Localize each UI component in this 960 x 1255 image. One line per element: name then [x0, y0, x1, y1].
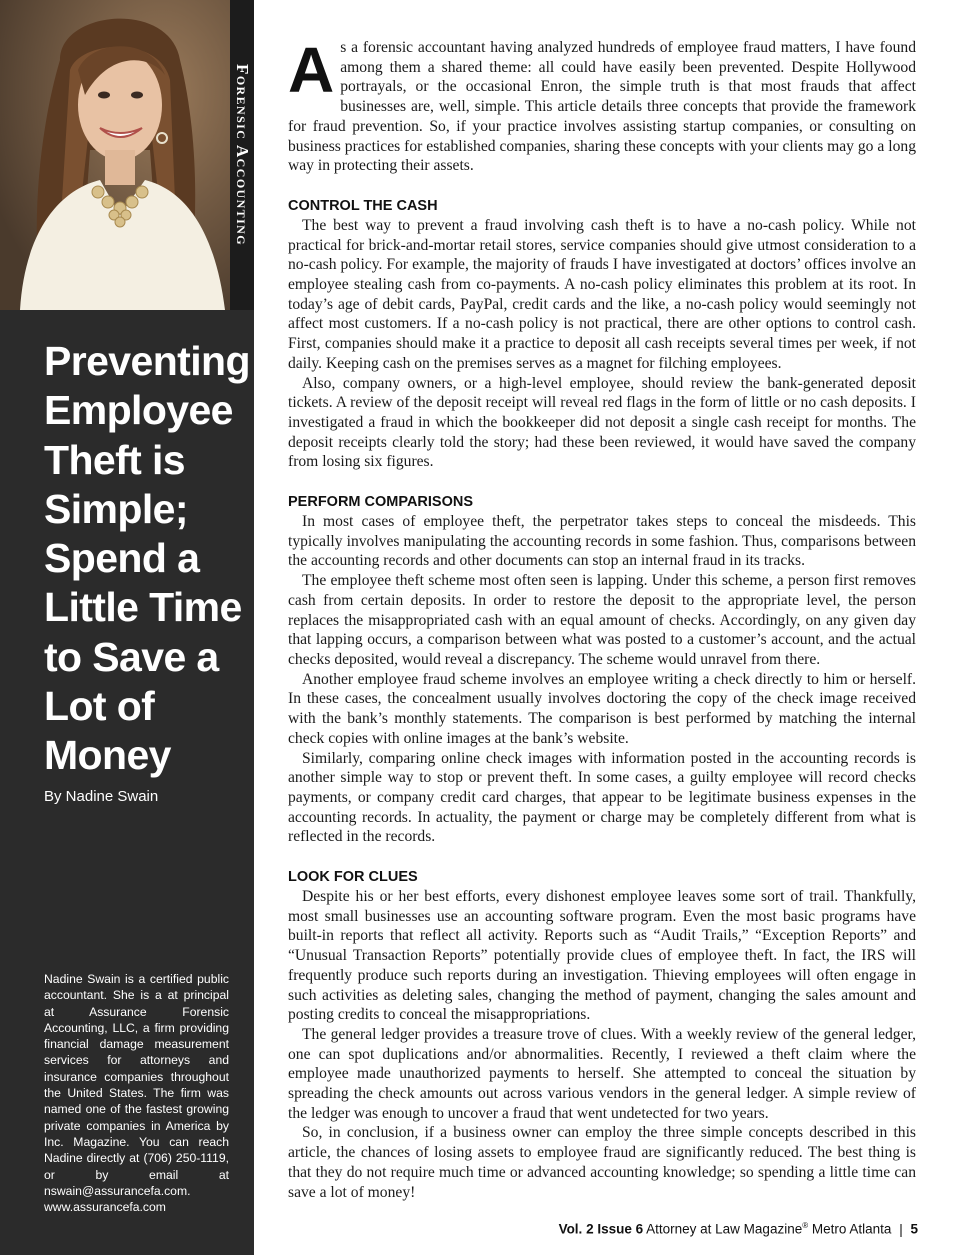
- registered-mark: ®: [802, 1221, 809, 1230]
- page-number: 5: [910, 1221, 918, 1237]
- intro-paragraph: [288, 34, 916, 176]
- section-heading: PERFORM COMPARISONS: [288, 494, 474, 511]
- paragraph: In most cases of employee theft, the perpetrator takes steps to conceal the misdeeds. This typically involves manipulating the accounting records in some fashion. Thus, comparisons between the accounting records and other documents can stop an internal fraud in its tracks.: [288, 513, 916, 570]
- paragraph: The general ledger provides a treasure trove of clues. With a weekly review of the general ledger, one can spot duplications and/or abnormalities. Recently, I reviewed a theft claim where the employee made unauthorized payments to herself. She attempted to conceal the situation by spreading the check amounts out across various vendors in the general ledger. A simple review of the ledger was enough to uncover a fraud that went undetected for two years.: [288, 1025, 916, 1122]
- paragraph: The employee theft scheme most often seen is lapping. Under this scheme, a person first removes cash from certain deposits. In order to restore the deposit to the appropriate level, the person replaces the misappropriated cash with an equal amount of checks. Accordingly, on any given day that lapping occurs, a comparison between what was posted to a customer’s account, and the actual checks deposited, would reveal a discrepancy. The scheme would unravel from there.: [288, 572, 916, 668]
- edition-name: Metro Atlanta: [811, 1221, 892, 1237]
- magazine-name: Attorney at Law Magazine: [646, 1221, 803, 1237]
- drop-cap: A: [288, 34, 335, 106]
- paragraph: Another employee fraud scheme involves an employee writing a check directly to him or herself. In these cases, the concealment usually involves doctoring the copy of the check image received with the bank’s monthly statements. The comparison is best performed by matching the internal check copies with online images at the bank’s website.: [288, 670, 916, 747]
- author-byline: By Nadine Swain: [44, 788, 159, 805]
- intro-text: s a forensic accountant having analyzed hundreds of employee fraud matters, I have found among them a shared theme: all could have easily been prevented. Despite Hollywood portrayals, or the occasional Enron, the simple truth is that most frauds that affect businesses are, well, simple. This article details three concepts that provide the framework for fraud prevention. So, if your practice involves assisting startup companies, or consulting on business practices for established companies, sharing these concepts with your clients may go a long way in protecting their assets.: [288, 39, 916, 175]
- footer-separator: |: [899, 1221, 903, 1237]
- author-portrait-illustration: [0, 0, 230, 310]
- paragraph: Similarly, comparing online check images with information posted in the accounting records is another simple way to stop or prevent theft. In some cases, a guilty employee will record checks payments, or company credit card charges, that appear to be legitimate business expenses in the accounting records. In actuality, the payment or charge may be completely different from what is reflected in the records.: [288, 749, 916, 846]
- article-headline: Preventing Employee Theft is Simple; Spend a Little Time to Save a Lot of Money: [44, 338, 250, 779]
- paragraph: The best way to prevent a fraud involving cash theft is to have a no-cash policy. While not practical for brick-and-mortar retail stores, service companies should give utmost consideration to a no-cash policy. For example, the majority of frauds I have investigated at doctors’ offices involve an employee stealing cash from co-payments. A no-cash policy eliminates this problem at its root. In today’s age of debit cards, PayPal, credit cards and the like, a no-cash policy would seemingly not affect most customers. If a no-cash policy is not practical, there are other options to control cash. First, companies should make it a practice to deposit all cash receipts several times per week, if not daily. Keeping cash on the premises serves as a magnet for filching employees.: [288, 216, 916, 372]
- section-heading: CONTROL THE CASH: [288, 197, 438, 214]
- author-photo: [0, 0, 230, 310]
- paragraph: So, in conclusion, if a business owner can employ the three simple concepts described in this article, the chances of losing assets to employee fraud are significantly reduced. The best thing is that they do not require much time or advanced accounting knowledge; so spending a little time can save a lot of money!: [288, 1124, 916, 1201]
- issue-label: Vol. 2 Issue 6: [558, 1221, 644, 1237]
- section-heading: LOOK FOR CLUES: [288, 869, 418, 886]
- author-bio: Nadine Swain is a certified public accountant. She is a at principal at Assurance Forensic Accounting, LLC, a firm providing financial damage measurement services for attorneys and insurance companies throughout the United States. The firm was named one of the fastest growing private companies in America by Inc. Magazine. You can reach Nadine directly at (706) 250-1119, or by email at nswain@assurancefa.com. www.assurancefa.com: [44, 972, 229, 1215]
- section-label-text: Forensic Accounting: [233, 64, 252, 246]
- page-footer: [559, 1221, 918, 1237]
- section-label: [230, 0, 254, 310]
- paragraph: Also, company owners, or a high-level employee, should review the bank-generated deposit tickets. A review of the deposit receipt will reveal red flags in the form of little or no cash deposits. I investigated a fraud in which the bookkeeper did not deposit a single cash receipt for months. The deposit receipts clearly told the story; had these been reviewed, it would have saved the company from losing six figures.: [288, 374, 916, 471]
- article-body: [288, 34, 916, 1202]
- paragraph: Despite his or her best efforts, every dishonest employee leaves some sort of trail. Thankfully, most small businesses use an accounting software program. Even the most basic programs have built-in reports that reflect all activity. Reports such as “Audit Trails,” “Exception Reports” and “Unusual Transaction Reports” potentially provide clues of employee theft. In fact, the IRS will frequently produce such reports during an investigation. Thieving employees will often engage in such activities as deleting sales, changing the method of payment, changing the sales amount and posting credits to conceal the misappropriations.: [288, 888, 916, 1024]
